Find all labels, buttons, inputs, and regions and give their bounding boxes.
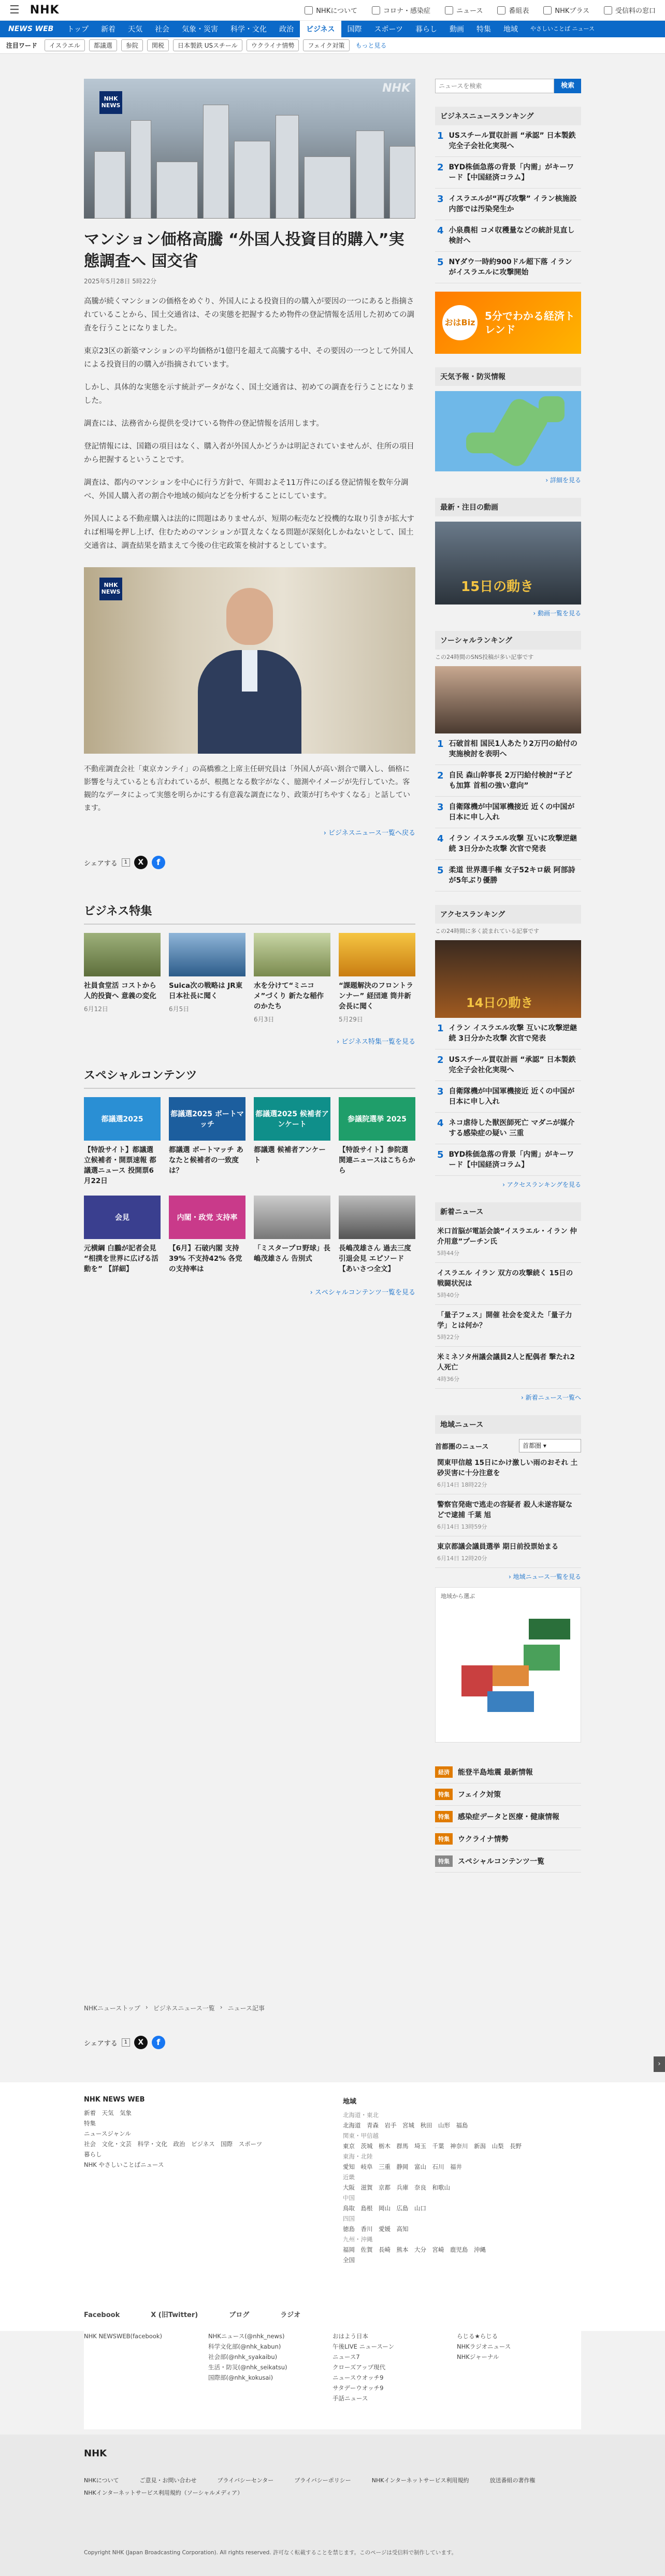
special-card[interactable] [84,1097,161,1186]
nav-feature[interactable]: 特集 [476,25,491,34]
ohabiz-banner[interactable] [435,292,581,354]
nav-top[interactable]: トップ [67,25,89,34]
special-card-title: 【6月】石破内閣 支持39% 不支持42% 各党の支持率は [169,1244,242,1273]
nav-new[interactable]: 新着 [100,25,115,34]
top-bar [0,0,665,21]
feature-thumb [339,933,415,976]
share-bar-bottom: シェアする 1 X f [84,2036,165,2049]
article-paragraph: 調査には、法務省から提供を受けている物件の登記情報を活用します。 [84,420,324,428]
special-thumb: 都議選2025 [84,1097,161,1141]
rank-item[interactable]: 1 石破首相 国民1人あたり2万円の給付の実施検討を表明へ [435,733,581,765]
feature-card-date: 5月29日 [339,1016,363,1023]
person-figure [198,588,301,754]
footer-sns-lists: NHK NEWSWEB(facebook) NHKニュース(@nhk_news) 科学文化部(@nhk_kabun) 社会部(@nhk_syakaibu) 生活・防災(@nhk_seikatsu) 国際部(@nhk_kokusai) おはよう日本 午後LIVE ニュースーン ニュース7 クローズアップ現代 ニュースウオッチ9 サタデーウオッチ9 手話ニュース らじる★らじる NHKラジオニュース NHKジャーナル [84,2331,581,2429]
weather-more-link[interactable]: › 詳細を見る [545,477,581,484]
feature-card-date: 6月3日 [254,1016,274,1023]
tag[interactable]: 参院 [121,39,143,51]
copyright: Copyright NHK (Japan Broadcasting Corporation). All rights reserved. 許可なく転載することを禁じます。このページは受信料で制作しています。 [84,2550,457,2556]
special-heading: スペシャルコンテンツ [84,1067,415,1089]
special-card[interactable] [169,1196,245,1274]
special-card[interactable] [84,1196,161,1274]
special-grid [84,1097,415,1274]
rank-item[interactable]: 4 イラン イスラエル攻撃 互いに攻撃逆継続 3日分かた攻撃 次官で発表 [435,828,581,860]
news-item[interactable]: 米口首脳が電話会談“イスラエル・イラン 仲介用意”プーチン氏 5時44分 [435,1221,581,1263]
regional-more-link[interactable]: › 地域ニュース一覧を見る [508,1573,581,1580]
access-list [435,1018,581,1176]
news-item[interactable]: 「量子フェス」開催 社会を変えた「量子力学」とは何か？ 5時22分 [435,1305,581,1347]
ohabiz-text: 5分でわかる経済トレンド [485,310,575,336]
feature-card-date: 6月5日 [169,1005,190,1013]
social-sub: この24時間のSNS投稿が多い記事です [435,654,534,660]
ohabiz-logo: おはBiz [442,305,478,340]
special-card-title: 元横綱 白鵬が記者会見 “相撲を世界に広げる活動を” 【詳細】 [84,1244,158,1273]
rank-item[interactable]: 3 自衛隊機が中国軍機接近 近くの中国が日本に申し入れ [435,797,581,828]
rank-item[interactable]: 4 ネコ虐待した獣医師死亡 マダニが媒介する感染症の疑い 三重 [435,1113,581,1144]
article-paragraph: 外国人による不動産購入は法的に問題はありませんが、短期の転売など投機的な取り引きが拡大すれば相場を押し上げ、住むためのマンションが買えなくなる問題が深刻化しかねないとして、国土交通省は、調査結果を踏まえて今後の住宅政策を検討するとしています。 [84,515,414,550]
category-links [435,1761,581,1873]
special-thumb [339,1196,415,1239]
rank-item[interactable]: 5 BYD株価急落の背景「内需」がキーワード【中国経済コラム】 [435,1144,581,1176]
tv-icon [497,6,505,15]
footer-col-region: 地域 北海道・東北 北海道 青森 岩手 宮城 秋田 山形 福島 関東・甲信越 東京 茨城 栃木 群馬 埼玉 千葉 神奈川 新潟 山梨 長野 東海・北陸 愛知 岐阜 三重 静岡 富山 石川 福井 近畿 大阪 滋賀 京都 兵庫 奈良 和歌山 中国 鳥取 島根 岡山 広島 山口 四国 徳島 香川 愛媛 高知 九州・沖縄 福岡 佐賀 長崎 熊本 大分 宮崎 鹿児島 沖縄 全国 [343,2098,522,2264]
hero-image [84,79,415,219]
category-link[interactable]: 経済 能登半島地震 最新情報 [435,1761,581,1783]
special-card[interactable] [339,1196,415,1274]
article-paragraph: 登記情報には、国籍の項目はなく、購入者が外国人かどうかは明記されていませんが、住所の項目から把握するということです。 [84,442,414,464]
top-link[interactable]: ニュース [445,5,483,15]
feature-card-title: “課題解決のフロントランナー” 経団連 筒井新会長に聞く [339,982,413,1011]
footer-links: NHKについて ご意見・お問い合わせ プライバシーセンター プライバシーポリシー NHKインターネットサービス利用規約 放送番組の著作権 NHKインターネットサービス利用規約（ソーシャルメディア） [84,2477,536,2496]
feature-card[interactable] [84,933,161,1024]
category-link[interactable]: 特集 フェイク対策 [435,1783,581,1806]
feature-card-title: Suica次の戦略は JR東日本社長に聞く [169,982,243,1000]
news-icon [445,6,453,15]
nav-society[interactable]: 社会 [154,25,169,34]
special-card[interactable] [254,1196,330,1274]
nhk-news-badge: NHK NEWS [99,578,122,600]
nav-disaster[interactable]: 気象・災害 [181,25,218,34]
rank-item[interactable]: 2 自民 森山幹事長 2万円給付検討“子ども加算 首相の強い意向” [435,765,581,797]
news-item[interactable]: 警察官発砲で逃走の容疑者 殺人未遂容疑などで逮捕 千葉 旭 6月14日 13時59分 [435,1494,581,1536]
news-item[interactable]: 関東甲信越 15日にかけ激しい雨のおそれ 土砂災害に十分注意を 6月14日 18時22分 [435,1452,581,1494]
feature-card[interactable] [339,933,415,1024]
category-link[interactable]: 特集 感染症データと医療・健康情報 [435,1806,581,1828]
video-thumb[interactable] [435,522,581,605]
footer-col-news: NHK NEWS WEB 新着 天気 気象 特集 ニュースジャンル 社会 文化・文芸 科学・文化 政治 ビジネス 国際 スポーツ 暮らし NHK やさしいことばニュース [84,2096,263,2168]
article-paragraph: 調査は、都内のマンションを中心に行う方針で、年間およそ11万件にのぼる登記情報を数年分調べ、外国人購入者の割合や地域の傾向などを分析することにしています。 [84,479,409,500]
feature-card[interactable] [169,933,245,1024]
x-share-icon[interactable]: X [134,2036,148,2049]
social-list [435,733,581,891]
weather-map[interactable] [435,391,581,471]
special-card-title: 【特設サイト】都議選 立候補者・開票速報 都議選ニュース 投開票6月22日 [84,1146,156,1185]
nhk-news-badge: NHK NEWS [99,91,122,114]
special-card-title: 長嶋茂雄さん 過去三度引退会見 エピソード 【あいさつ全文】 [339,1244,411,1273]
virus-icon [372,6,380,15]
social-thumb[interactable] [435,666,581,733]
video-more-link[interactable]: › 動画一覧を見る [533,610,581,617]
special-more-link[interactable]: › スペシャルコンテンツ一覧を見る [310,1289,415,1297]
bizrank-heading: ビジネスニュースランキング [435,107,581,125]
business-list-link[interactable]: › ビジネスニュース一覧へ戻る [323,829,415,837]
access-heading: アクセスランキング [435,905,581,924]
special-thumb [254,1196,330,1239]
special-card[interactable] [169,1097,245,1186]
article-paragraph: 高騰が続くマンションの価格をめぐり、外国人による投資目的の購入が要因の一つにあると指摘されていることから、国土交通省は、その実態を把握するため物件の登記情報を活用した初めての調査を行うことになりました。 [84,297,414,333]
access-more-link[interactable]: › アクセスランキングを見る [502,1181,581,1188]
nav-easy-news[interactable]: やさしいことば ニュース [530,25,595,32]
rank-item[interactable]: 1 USスチール買収計画 “承認” 日本製鉄 完全子会社化実現へ [435,125,581,157]
article-date: 2025年5月28日 5時22分 [84,278,157,285]
feature-card-date: 6月12日 [84,1005,108,1013]
facebook-share-icon[interactable]: f [152,2036,165,2049]
facebook-share-icon[interactable]: f [152,856,165,869]
breadcrumb: NHKニューストップ › ビジネスニュース一覧 › ニュース記事 [84,2004,265,2012]
rank-item[interactable]: 3 自衛隊機が中国軍機接近 近くの中国が日本に申し入れ [435,1081,581,1113]
special-card-title: 【特設サイト】参院選 関連ニュースはこちらから [339,1146,415,1175]
nav-sports[interactable]: スポーツ [374,25,403,34]
latest-more-link[interactable]: › 新着ニュース一覧へ [521,1394,581,1401]
nav-video[interactable]: 動画 [450,25,464,34]
regional-heading: 地域ニュース [435,1415,581,1434]
region-map[interactable] [435,1587,581,1743]
tag[interactable]: 関税 [147,39,169,51]
category-link[interactable]: 特集 ウクライナ情勢 [435,1828,581,1850]
footer-sns: Facebook X (旧Twitter) ブログ ラジオ [84,2311,301,2319]
share-count-icon: 1 [122,858,130,867]
news-item[interactable]: イスラエル イラン 双方の攻撃続く 15日の戦闘状況は 5時40分 [435,1263,581,1305]
nav-weather[interactable]: 天気 [127,25,142,34]
special-thumb: 都議選2025 ボートマッチ [169,1097,245,1141]
news-item[interactable]: 東京都議会議員選挙 期日前投票始まる 6月14日 12時20分 [435,1536,581,1568]
weather-heading: 天気予報・防災情報 [435,367,581,386]
video-heading: 最新・注目の動画 [435,498,581,516]
article-paragraph: しかし、具体的な実態を示す統計データがなく、国土交通省は、初めての調査を行うことになりました。 [84,383,414,405]
footer [0,2082,665,2331]
top-link[interactable]: 受信料の窓口 [604,5,656,15]
share-bar [84,856,415,869]
nav-politics[interactable]: 政治 [279,25,294,34]
info-icon [305,6,313,15]
bizrank-list [435,125,581,283]
feature-thumb [169,933,245,976]
feature-more-link[interactable]: › ビジネス特集一覧を見る [337,1038,415,1046]
special-card[interactable] [254,1097,330,1186]
search-box [435,79,581,93]
nav-world[interactable]: 国際 [347,25,362,34]
special-thumb: 会見 [84,1196,161,1239]
receipt-icon [604,6,612,15]
search-input[interactable] [435,79,554,93]
tag[interactable]: 都議選 [89,39,117,51]
latest-list [435,1221,581,1389]
nav-business[interactable]: ビジネス [300,21,341,37]
news-web-brand[interactable]: NEWS WEB [8,25,54,33]
special-card[interactable] [339,1097,415,1186]
feature-thumb [254,933,330,976]
video-caption: 15日の動き [461,579,534,595]
trending-label: 注目ワード [6,42,38,49]
trending-bar [0,37,665,54]
tag[interactable]: フェイク対策 [303,39,349,51]
feature-thumb [84,933,161,976]
nhk-watermark: NHK [382,82,410,95]
rank-item[interactable]: 2 USスチール買収計画 “承認” 日本製鉄 完全子会社化実現へ [435,1049,581,1081]
regional-area-label: 首都圏のニュース [435,1443,489,1451]
search-button[interactable]: 検索 [554,79,581,93]
nav-region[interactable]: 地域 [503,25,518,34]
play-icon [543,6,552,15]
page-top-button[interactable]: › [654,2056,665,2072]
article-column [84,79,415,1297]
top-link[interactable]: NHKプラス [543,5,589,15]
social-heading: ソーシャルランキング [435,631,581,650]
nav-life[interactable]: 暮らし [415,25,437,34]
special-card-title: 都議選 候補者アンケート [254,1146,326,1164]
article-paragraph: 東京23区の新築マンションの平均価格が1億円を超えて高騰する中、その要因の一つとして外国人による投資目的の購入が指摘されています。 [84,347,414,369]
main-nav [0,21,665,37]
feature-cards [84,933,415,1024]
news-item[interactable]: 米ミネソタ州議会議員2人と配偶者 撃たれ2人死亡 4時36分 [435,1347,581,1389]
tag[interactable]: イスラエル [45,39,85,51]
tag[interactable]: 日本製鉄 USスチール [173,39,242,51]
rank-item[interactable]: 3 イスラエルが“再び攻撃” イラン核施設内部では汚染発生か [435,189,581,220]
feature-card[interactable] [254,933,330,1024]
regional-header [435,1439,581,1452]
rank-item[interactable]: 4 小泉農相 コメ収穫量などの統計見直し検討へ [435,220,581,252]
x-share-icon[interactable]: X [134,856,148,869]
tags-more-link[interactable]: もっと見る [355,42,387,49]
special-thumb: 都議選2025 候補者アンケート [254,1097,330,1141]
interview-photo [84,567,415,754]
nav-science[interactable]: 科学・文化 [230,25,267,34]
special-thumb: 内閣・政党 支持率 [169,1196,245,1239]
menu-icon[interactable]: ☰ [9,4,20,17]
access-thumb[interactable] [435,940,581,1018]
latest-heading: 新着ニュース [435,1202,581,1221]
article-title: マンション価格高騰 “外国人投資目的購入”実態調査へ 国交省 [84,231,404,270]
nhk-logo[interactable]: NHK [30,4,60,17]
rank-item[interactable]: 1 イラン イスラエル攻撃 互いに攻撃逆継続 3日分かた攻撃 次官で発表 [435,1018,581,1049]
regional-list [435,1452,581,1568]
rank-item[interactable]: 5 NYダウ一時約900ドル超下落 イランがイスラエルに攻撃開始 [435,252,581,283]
rank-item[interactable]: 5 柔道 世界選手権 女子52キロ級 阿部詩が5年ぶり優勝 [435,860,581,891]
feature-card-title: 水を分けて“ミニコメ”づくり 新たな稲作のかたち [254,982,324,1011]
region-select[interactable]: 首都圏 ▾ [519,1439,581,1452]
photo-caption: 不動産調査会社「東京カンテイ」の高橋雅之上席主任研究員は「外国人が高い割合で購入し、価格に影響を与えているとも言われているが、根拠となる数字がなく、臆測やイメージが先行していた。客観的なデータによって実態を明らかにする有意義な調査になり、政策が打ちやすくなる」と話しています。 [84,765,410,812]
site-footer [0,2435,665,2576]
rank-item[interactable]: 2 BYD株価急落の背景「内需」がキーワード【中国経済コラム】 [435,157,581,189]
sidebar [435,79,581,1873]
tag[interactable]: ウクライナ情勢 [247,39,299,51]
region-map-label: 地域から選ぶ [441,1593,475,1600]
special-card-title: 「ミスタープロ野球」長嶋茂雄さん 告別式 [254,1244,330,1263]
footer-logo[interactable]: NHK [84,2448,107,2459]
feature-card-title: 社員食堂活 コストから人的投資へ 意義の変化 [84,982,156,1000]
access-sub: この24時間に多く読まれている記事です [435,928,539,934]
top-link[interactable]: 番組表 [497,5,529,15]
top-links [305,5,656,15]
article-body [84,295,415,553]
share-label: シェアする [84,859,118,868]
access-video-caption: 14日の動き [466,996,533,1010]
top-link[interactable]: コロナ・感染症 [372,5,430,15]
feature-heading: ビジネス特集 [84,902,415,925]
special-thumb: 参議院選挙 2025 [339,1097,415,1141]
top-link[interactable]: NHKについて [305,5,357,15]
category-link[interactable]: 特集 スペシャルコンテンツ一覧 [435,1850,581,1873]
special-card-title: 都議選 ボートマッチ あなたと候補者の一致度は？ [169,1146,243,1175]
